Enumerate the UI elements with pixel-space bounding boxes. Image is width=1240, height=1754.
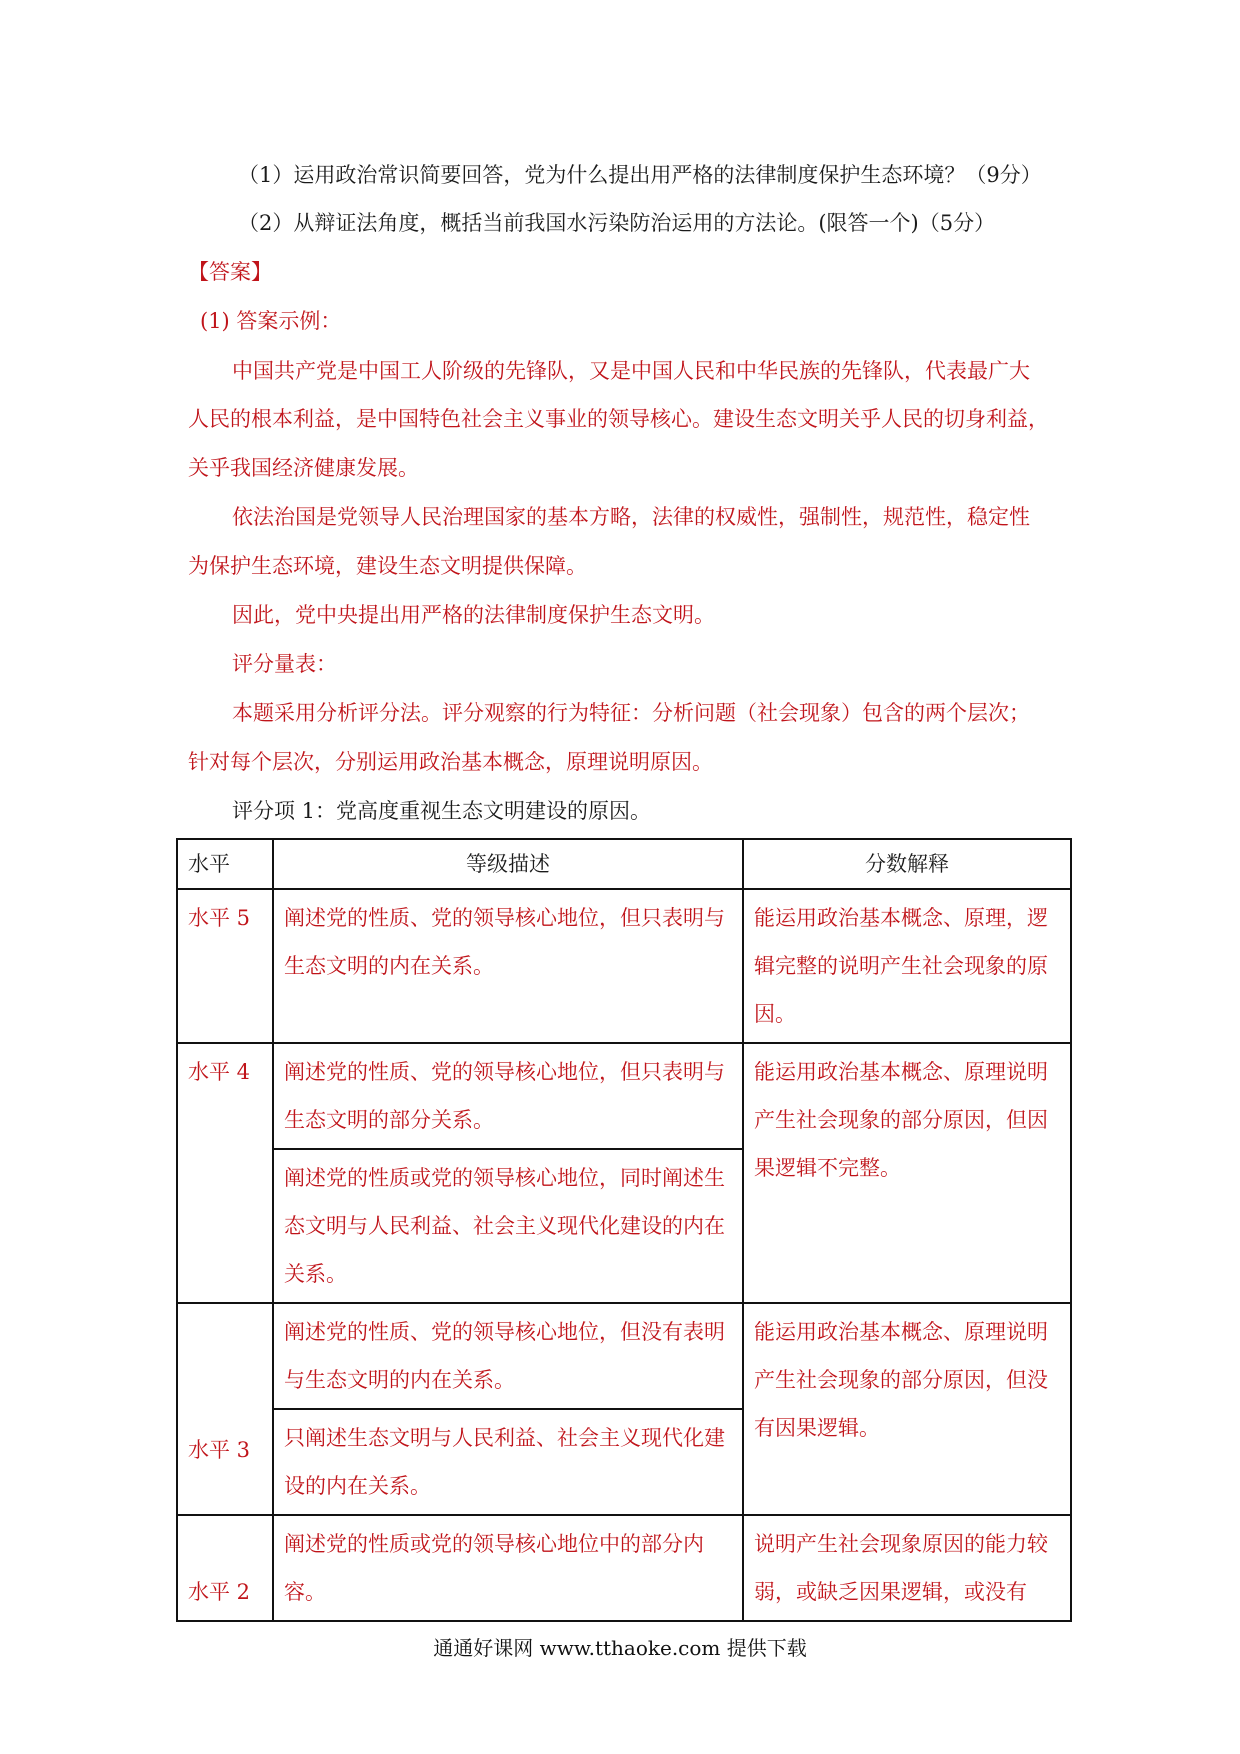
header-score: 分数解释 [743, 839, 1071, 889]
para3: 因此，党中央提出用严格的法律制度保护生态文明。 [232, 603, 715, 627]
level-cell: 水平 5 [177, 889, 273, 1043]
method-line1: 本题采用分析评分法。评分观察的行为特征：分析问题（社会现象）包含的两个层次； [232, 701, 1030, 725]
para1-line2: 人民的根本利益，是中国特色社会主义事业的领导核心。建设生态文明关乎人民的切身利益， [188, 407, 1049, 431]
para1-line3: 关乎我国经济健康发展。 [188, 456, 419, 480]
table-row [177, 889, 1071, 1043]
description-cell: 阐述党的性质或党的领导核心地位中的部分内容。 [273, 1515, 743, 1621]
score-cell: 能运用政治基本概念、原理说明产生社会现象的部分原因，但因果逻辑不完整。 [743, 1043, 1071, 1303]
table-row [177, 1303, 1071, 1409]
level-cell: 水平 4 [177, 1043, 273, 1303]
header-level: 水平 [177, 839, 273, 889]
header-description: 等级描述 [273, 839, 743, 889]
para2-line2: 为保护生态环境，建设生态文明提供保障。 [188, 554, 587, 578]
description-cell: 阐述党的性质、党的领导核心地位，但只表明与生态文明的内在关系。 [273, 889, 743, 1043]
item1-title: 评分项 1：党高度重视生态文明建设的原因。 [232, 799, 652, 823]
scale-title: 评分量表： [232, 652, 337, 676]
description-cell: 阐述党的性质、党的领导核心地位，但只表明与生态文明的部分关系。 [273, 1043, 743, 1149]
score-cell: 说明产生社会现象原因的能力较弱，或缺乏因果逻辑，或没有 [743, 1515, 1071, 1621]
description-cell: 阐述党的性质、党的领导核心地位，但没有表明与生态文明的内在关系。 [273, 1303, 743, 1409]
level-cell: 水平 2 [177, 1515, 273, 1621]
table-row [177, 1515, 1071, 1621]
para2-line1: 依法治国是党领导人民治理国家的基本方略，法律的权威性，强制性，规范性，稳定性 [232, 505, 1030, 529]
score-cell: 能运用政治基本概念、原理说明产生社会现象的部分原因，但没有因果逻辑。 [743, 1303, 1071, 1515]
description-cell: 阐述党的性质或党的领导核心地位，同时阐述生态文明与人民利益、社会主义现代化建设的内在关系。 [273, 1149, 743, 1303]
method-line2: 针对每个层次，分别运用政治基本概念，原理说明原因。 [188, 750, 713, 774]
para1-line1: 中国共产党是中国工人阶级的先锋队，又是中国人民和中华民族的先锋队，代表最广大 [232, 359, 1030, 383]
table-row [177, 1043, 1071, 1149]
question-2: （2）从辩证法角度，概括当前我国水污染防治运用的方法论。(限答一个)（5分） [238, 211, 996, 235]
table-header-row [177, 839, 1071, 889]
footer-source: 通通好课网 www.tthaoke.com 提供下载 [433, 1636, 807, 1660]
rubric-table [176, 838, 1072, 1622]
description-cell: 只阐述生态文明与人民利益、社会主义现代化建设的内在关系。 [273, 1409, 743, 1515]
question-1: （1）运用政治常识简要回答，党为什么提出用严格的法律制度保护生态环境？（9分） [238, 163, 1042, 187]
level-cell: 水平 3 [177, 1303, 273, 1515]
answer-intro: (1) 答案示例： [200, 309, 342, 333]
answer-tag: 【答案】 [188, 260, 272, 284]
score-cell: 能运用政治基本概念、原理，逻辑完整的说明产生社会现象的原因。 [743, 889, 1071, 1043]
